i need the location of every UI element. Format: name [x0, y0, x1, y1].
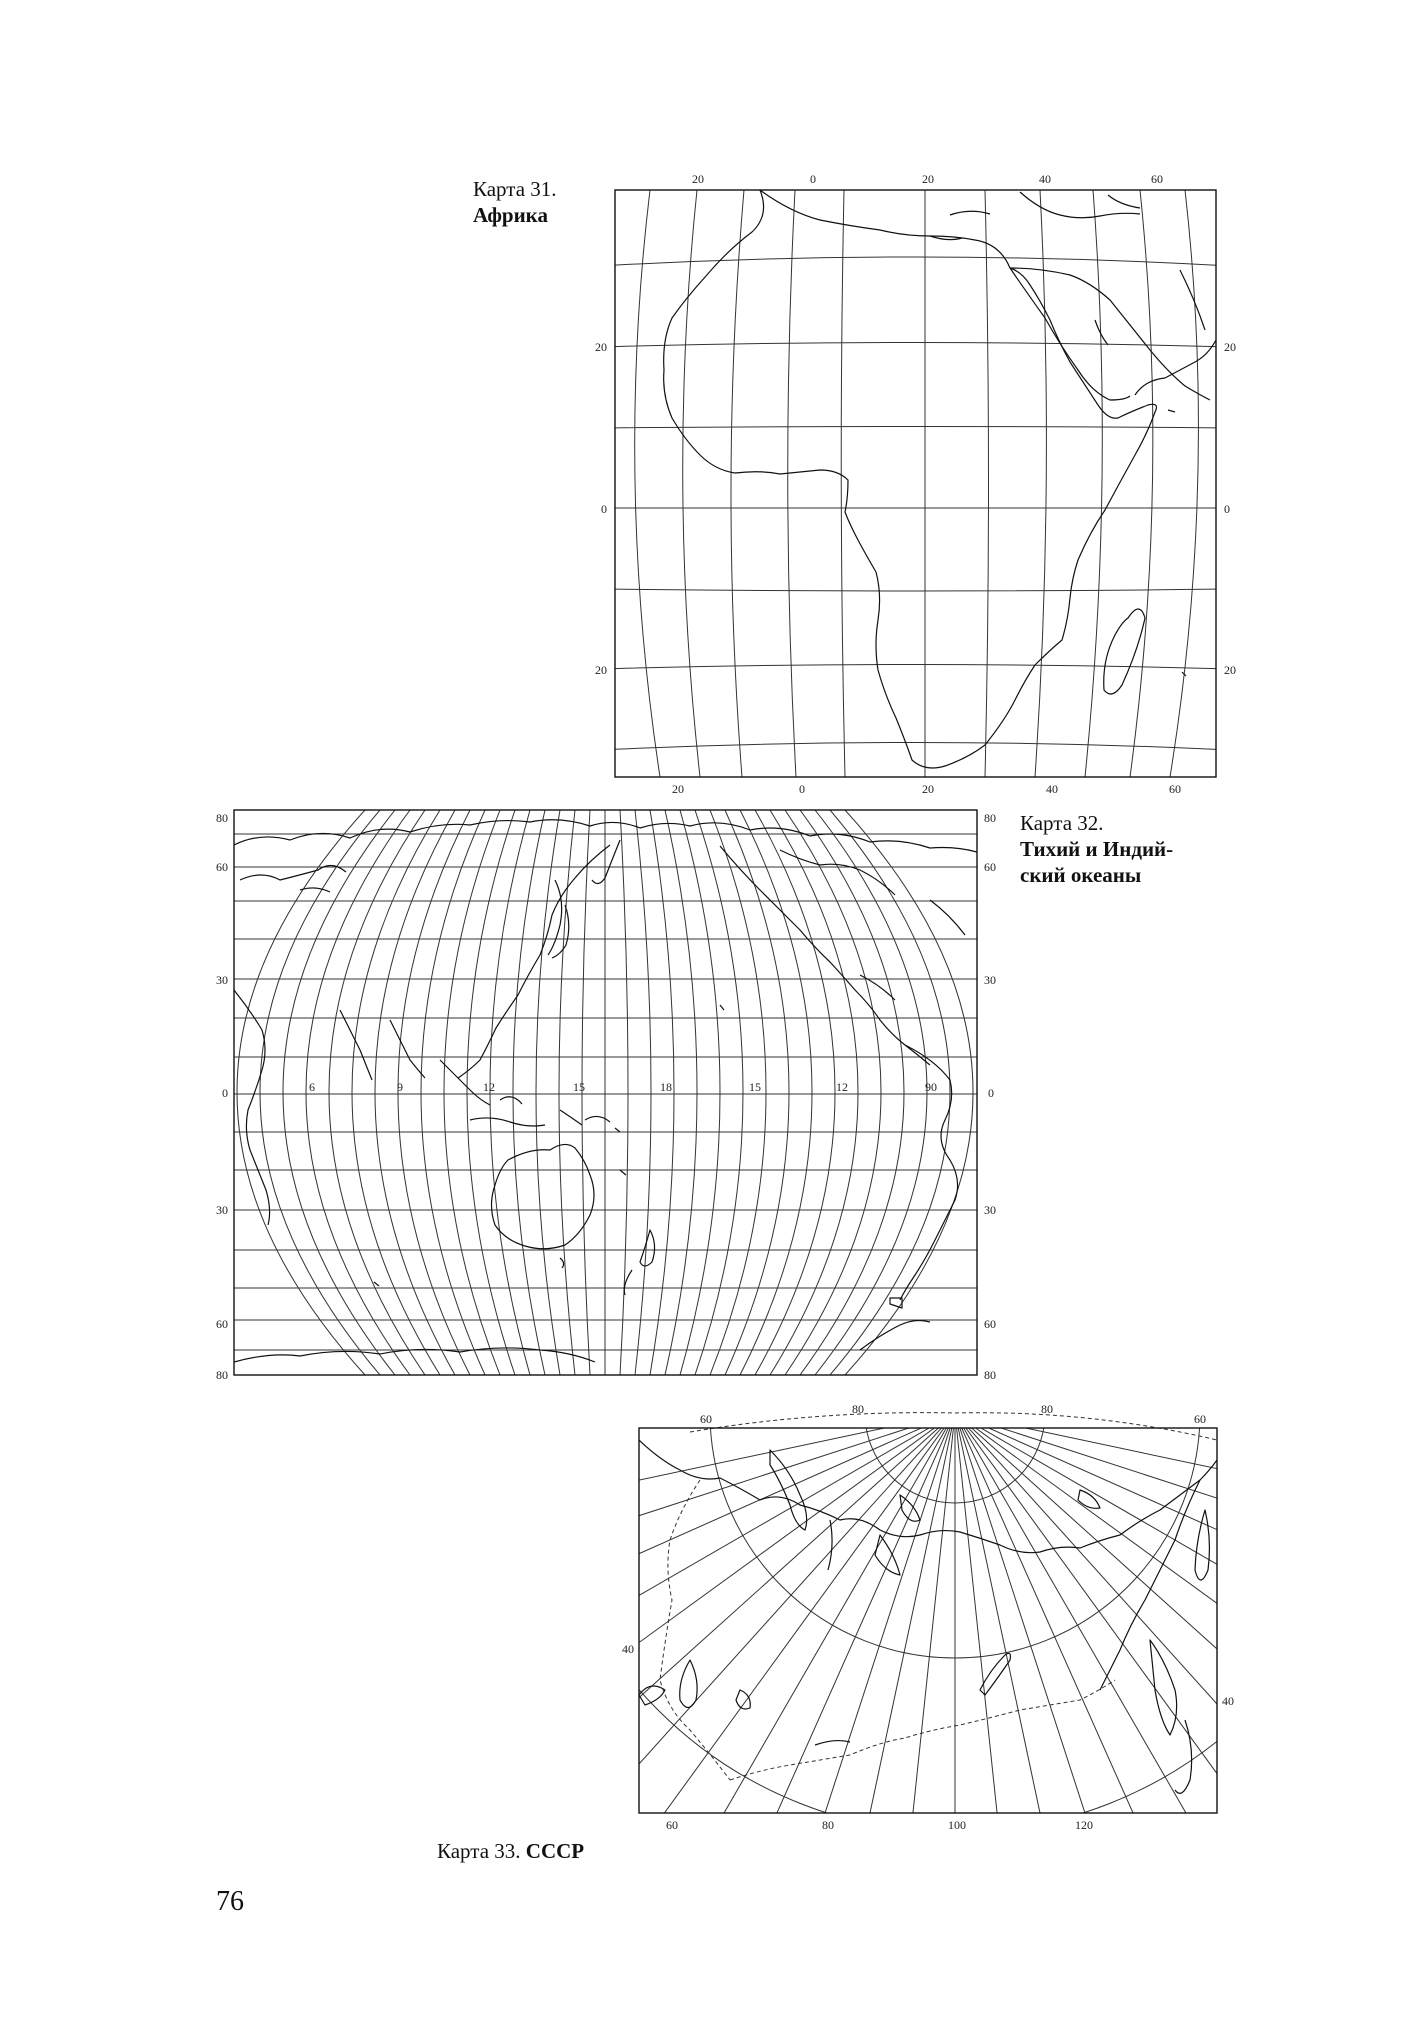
oceans-right-label: 60: [984, 1317, 996, 1331]
meridian-line: [306, 810, 410, 1375]
africa-left-label: 20: [595, 340, 607, 354]
oceans-left-label: 30: [216, 1203, 228, 1217]
meridian-line: [955, 1413, 1305, 2019]
meridian-line: [955, 1413, 1366, 1979]
oceans-left-labels: [216, 811, 228, 1382]
oceans-right-label: 30: [984, 1203, 996, 1217]
meridian-line: [421, 810, 485, 1375]
africa-right-label: 20: [1224, 663, 1236, 677]
meridian-line: [739, 1413, 955, 2020]
oceans-right-label: 80: [984, 1368, 996, 1382]
page-number: 76: [216, 1886, 244, 1917]
oceans-equator-labels: [309, 1080, 937, 1094]
ussr-map: [270, 813, 1428, 2020]
ussr-coastline: [639, 1440, 1217, 1793]
map-33-number: Карта 33.: [437, 1839, 521, 1863]
meridian-line: [605, 1413, 955, 2019]
africa-top-label: 0: [810, 172, 816, 186]
ussr-graticule: [270, 813, 1428, 2020]
oceans-equator-label: 90: [925, 1080, 937, 1094]
meridian-line: [487, 1413, 955, 1933]
meridian-line: [490, 810, 530, 1375]
meridian-line: [435, 1413, 955, 1881]
map-31-title: Африка: [473, 203, 548, 227]
africa-bottom-label: 20: [672, 782, 684, 796]
meridian-line: [349, 1413, 955, 1763]
meridian-line: [845, 810, 973, 1375]
meridian-line: [755, 810, 835, 1375]
oceans-right-labels: [984, 811, 996, 1382]
ussr-frame: [639, 1428, 1217, 1813]
africa-top-labels: [692, 172, 1163, 186]
meridian-line: [882, 1413, 955, 2020]
meridian-line: [352, 810, 440, 1375]
ussr-top-label: 80: [852, 1402, 864, 1416]
oceans-equator-label: 9: [397, 1080, 403, 1094]
oceans-left-label: 0: [222, 1086, 228, 1100]
africa-graticule: [600, 175, 1230, 777]
oceans-right-label: 60: [984, 860, 996, 874]
oceans-map: [216, 810, 996, 1382]
meridian-line: [800, 810, 904, 1375]
meridian-line: [955, 1413, 1028, 2020]
oceans-equator-label: 15: [573, 1080, 585, 1094]
oceans-graticule: [234, 810, 977, 1375]
africa-right-label: 20: [1224, 340, 1236, 354]
africa-bottom-label: 0: [799, 782, 805, 796]
meridian-line: [536, 810, 560, 1375]
oceans-left-label: 60: [216, 860, 228, 874]
africa-right-label: 0: [1224, 502, 1230, 516]
oceans-left-label: 80: [216, 811, 228, 825]
ussr-bottom-label: 80: [822, 1818, 834, 1832]
oceans-meridians: [237, 810, 973, 1375]
meridian-line: [955, 1413, 1171, 2020]
oceans-right-label: 0: [988, 1086, 994, 1100]
ussr-top-labels: [700, 1402, 1206, 1426]
ussr-bottom-labels: [666, 1818, 1093, 1832]
oceans-left-label: 60: [216, 1317, 228, 1331]
meridian-line: [398, 810, 470, 1375]
map-31-number: Карта 31.: [473, 177, 557, 201]
meridian-line: [955, 1413, 1428, 1698]
africa-top-label: 20: [922, 172, 934, 186]
ussr-bottom-label: 120: [1075, 1818, 1093, 1832]
africa-frame: [615, 190, 1216, 777]
oceans-left-label: 30: [216, 973, 228, 987]
meridian-line: [289, 1413, 955, 1629]
oceans-equator-label: 15: [749, 1080, 761, 1094]
meridian-line: [270, 1413, 955, 1559]
ussr-meridians: [270, 1413, 1428, 2020]
africa-left-labels: [595, 340, 607, 677]
meridian-line: [544, 1413, 955, 1979]
oceans-equator-label: 6: [309, 1080, 315, 1094]
africa-left-label: 20: [595, 663, 607, 677]
ussr-top-label: 60: [700, 1412, 712, 1426]
oceans-right-label: 30: [984, 973, 996, 987]
meridian-line: [375, 810, 455, 1375]
africa-top-label: 60: [1151, 172, 1163, 186]
meridian-line: [955, 1413, 1101, 2020]
africa-bottom-label: 60: [1169, 782, 1181, 796]
meridian-line: [316, 1413, 956, 1698]
africa-bottom-label: 40: [1046, 782, 1058, 796]
oceans-right-label: 80: [984, 811, 996, 825]
map-32-number: Карта 32.: [1020, 811, 1104, 835]
africa-map: [595, 172, 1236, 796]
ussr-left-label: 40: [622, 1642, 634, 1656]
meridian-line: [389, 1413, 955, 1824]
ussr-right-label: 40: [1222, 1694, 1234, 1708]
map-33-title: СССР: [525, 1839, 585, 1863]
ussr-top-label: 60: [1194, 1412, 1206, 1426]
africa-left-label: 0: [601, 502, 607, 516]
africa-right-labels: [1224, 340, 1236, 677]
meridian-line: [260, 810, 380, 1375]
meridian-line: [635, 810, 651, 1375]
meridian-line: [955, 1413, 1428, 1629]
meridian-line: [329, 810, 425, 1375]
meridian-line: [785, 810, 881, 1375]
africa-top-label: 40: [1039, 172, 1051, 186]
map-32-title-line2: ский океаны: [1020, 863, 1142, 887]
meridian-line: [670, 1413, 955, 2020]
africa-coastline: [664, 190, 1216, 768]
meridian-line: [955, 1413, 1240, 2020]
meridian-line: [513, 810, 545, 1375]
oceans-equator-label: 12: [483, 1080, 495, 1094]
ussr-bottom-label: 60: [666, 1818, 678, 1832]
meridian-line: [695, 810, 743, 1375]
meridian-line: [680, 810, 720, 1375]
oceans-equator-label: 18: [660, 1080, 672, 1094]
map-32-title-line1: Тихий и Индий-: [1020, 837, 1174, 861]
ussr-bottom-label: 100: [948, 1818, 966, 1832]
africa-bottom-label: 20: [922, 782, 934, 796]
meridian-line: [955, 1413, 1423, 1933]
oceans-left-label: 80: [216, 1368, 228, 1382]
meridian-line: [237, 810, 365, 1375]
oceans-equator-label: 12: [836, 1080, 848, 1094]
meridian-line: [810, 1413, 956, 2020]
africa-top-label: 20: [692, 172, 704, 186]
meridian-line: [955, 1413, 1428, 1763]
ussr-top-label: 80: [1041, 1402, 1053, 1416]
africa-bottom-labels: [672, 782, 1181, 796]
